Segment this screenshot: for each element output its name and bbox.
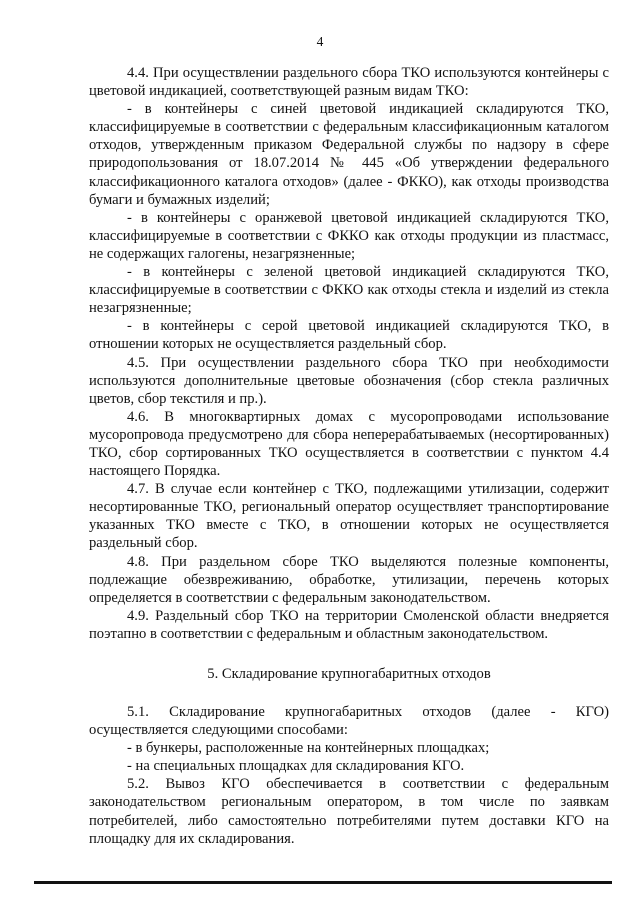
bottom-divider (34, 881, 612, 884)
paragraph-4-5: 4.5. При осуществлении раздельного сбора ТКО при необходимости используются дополнительные цветовые обозначения (сбор стекла различных цветов, сбор текстиля и пр.). (89, 354, 609, 407)
paragraph-4-9: 4.9. Раздельный сбор ТКО на территории Смоленской области внедряется поэтапно в соответствии с федеральным и областным законодательством. (89, 607, 609, 642)
list-item-orange-container: - в контейнеры с оранжевой цветовой индикацией складируются ТКО, классифицируемые в соответствии с ФККО как отходы продукции из пластмасс, не содержащих галогены, незагрязненные; (89, 209, 609, 262)
paragraph-4-8: 4.8. При раздельном сборе ТКО выделяются полезные компоненты, подлежащие обезвреживанию, обработке, утилизации, перечень которых определяется в соответствии с федеральным законодательством. (89, 553, 609, 606)
paragraph-4-6: 4.6. В многоквартирных домах с мусоропроводами использование мусоропровода предусмотрено для сбора неперерабатываемых (несортированных) ТКО, сбор сортированных ТКО осуществляется в соответствии с пунктом 4.4 настоящего Порядка. (89, 408, 609, 480)
list-item-special-sites: - на специальных площадках для складирования КГО. (127, 758, 465, 775)
paragraph-4-4: 4.4. При осуществлении раздельного сбора ТКО используются контейнеры с цветовой индикацией, соответствующей разным видам ТКО: (89, 65, 609, 100)
paragraph-4-7: 4.7. В случае если контейнер с ТКО, подлежащими утилизации, содержит несортированные ТКО, региональный оператор осуществляет транспортирование указанных ТКО вместе с ТКО, в отношении которых не осуществляется раздельный сбор. (89, 481, 609, 552)
paragraph-5-2: 5.2. Вывоз КГО обеспечивается в соответствии с федеральным законодательством региональным оператором, в том числе по заявкам потребителей, либо самостоятельно потребителями путем доставки КГО на площадку для их складирования. (89, 776, 609, 847)
paragraph-5-1: 5.1. Складирование крупногабаритных отходов (далее - КГО) осуществляется следующими способами: (89, 704, 609, 739)
document-body (89, 64, 609, 848)
list-item-bunkers: - в бункеры, расположенные на контейнерных площадках; (127, 740, 490, 757)
list-item-green-container: - в контейнеры с зеленой цветовой индикацией складируются ТКО, классифицируемые в соответствии с ФККО как отходы стекла и изделий из стекла незагрязненные; (89, 264, 609, 317)
list-item-blue-container: - в контейнеры с синей цветовой индикацией складируются ТКО, классифицируемые в соответствии с федеральным классификационным каталогом отходов, утвержденным приказом Федеральной службы по надзору в сфере природопользования от 18.07.2014 № 445 «Об утверждении федерального классификационного каталога отходов» (далее - ФККО), как отходы производства бумаги и бумажных изделий; (89, 101, 609, 208)
page-number: 4 (316, 34, 324, 49)
list-item-grey-container: - в контейнеры с серой цветовой индикацией складируются ТКО, в отношении которых не осуществляется раздельный сбор. (89, 318, 609, 353)
section-5-heading: 5. Складирование крупногабаритных отходов (207, 666, 491, 682)
